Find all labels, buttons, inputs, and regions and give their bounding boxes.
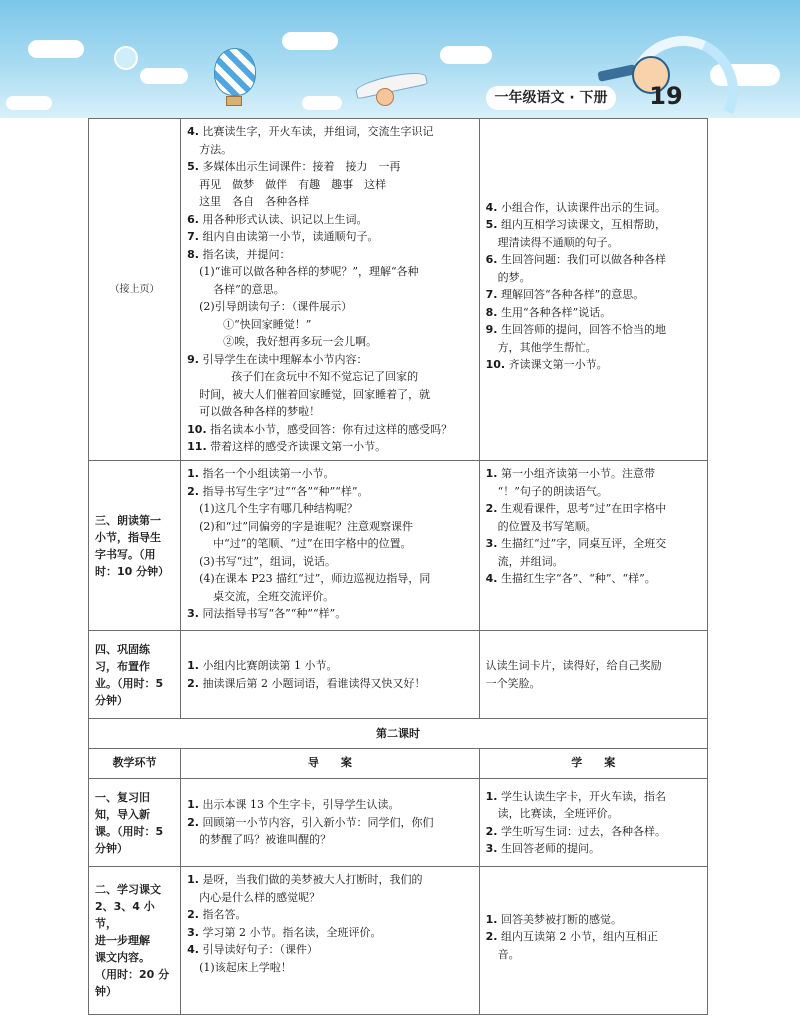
study-lines [480, 119, 707, 453]
study-lines [480, 653, 707, 696]
section-label-line: 业。（用时：5 [95, 676, 164, 690]
section-label [89, 512, 180, 580]
section-label-line: 二、学习课文 [95, 883, 161, 896]
item-number: 2. [485, 502, 498, 515]
item-text: 用各种形式认读、识记以上生词。 [202, 212, 368, 226]
item-number: 8. [187, 247, 199, 261]
item-number: 7. [485, 288, 498, 301]
table-row [89, 461, 708, 631]
cloud-decoration [140, 68, 188, 84]
study-cell [479, 867, 707, 1015]
list-item [486, 840, 701, 858]
section-label-line: 四、巩固练 [95, 642, 150, 656]
item-text: 带着这样的感受齐读课文第一小节。 [210, 440, 387, 453]
list-item [486, 339, 701, 357]
item-text: 指名读，并提问： [202, 247, 291, 261]
list-item [486, 251, 701, 269]
sun-icon [114, 46, 138, 70]
book-title: 一年级语文 · 下册 [486, 86, 616, 110]
lesson-plan-table [88, 118, 708, 1015]
item-number: 4. [485, 200, 498, 214]
item-number: 2. [485, 824, 498, 838]
item-text: “！”句子的朗读语气。 [497, 484, 608, 498]
list-item [486, 321, 701, 339]
list-item [187, 246, 472, 264]
item-text: 的梦醒了吗？被谁叫醒的？ [199, 833, 332, 847]
section-label-cell [89, 779, 181, 867]
list-item [486, 553, 701, 571]
study-lines [480, 867, 707, 1007]
item-text: (2)引导朗读句子：（课件展示） [199, 300, 353, 313]
item-text: 同法指导书写“各”“种”“样”。 [202, 607, 347, 620]
item-text: 生回答师的提问，回答不恰当的地 [500, 323, 666, 336]
item-text: 指名答。 [202, 908, 247, 921]
item-text: 指名读本小节，感受回答：你有过这样的感受吗？ [210, 422, 453, 436]
item-text: 各样”的意思。 [213, 282, 285, 296]
list-item [187, 386, 472, 404]
item-text: 认读生词卡片，读得好，给自己奖励 [485, 659, 662, 672]
item-number: 4. [187, 943, 199, 956]
list-item [187, 553, 472, 571]
list-item [187, 871, 472, 889]
list-item [187, 403, 472, 421]
section-label-line: 课。（用时：5 [95, 824, 164, 838]
list-item [486, 570, 701, 588]
list-item [486, 928, 701, 946]
item-number: 2. [187, 908, 199, 921]
list-item [486, 788, 701, 806]
column-header-study: 学 案 [479, 749, 707, 779]
list-item [187, 535, 472, 553]
item-number: 1. [187, 467, 199, 480]
item-number: 2. [485, 930, 498, 944]
section-label-line: 课文内容。 [95, 951, 150, 964]
guide-lines [181, 119, 478, 460]
guide-cell [181, 867, 479, 1015]
section-label-line: 三、朗读第一 [95, 513, 161, 527]
section-label [89, 881, 180, 1000]
glider-child-icon [376, 88, 394, 106]
item-text: 方，其他学生帮忙。 [497, 340, 597, 354]
list-item [187, 333, 472, 351]
list-item [187, 281, 472, 299]
item-text: 引导读好句子：（课件） [202, 943, 318, 956]
item-number: 1. [485, 467, 498, 480]
section-label-line: 习，布置作 [95, 659, 150, 673]
guide-lines [181, 461, 478, 627]
study-lines [480, 784, 707, 862]
list-item [486, 911, 701, 929]
table-row [89, 631, 708, 719]
table-header-row [89, 749, 708, 779]
item-text: 小组内比赛朗读第 1 小节。 [202, 659, 338, 672]
list-item [187, 176, 472, 194]
study-lines [480, 461, 707, 592]
section-label-line: 一、复习旧 [95, 790, 150, 804]
item-text: 的位置及书写笔顺。 [497, 519, 597, 533]
section-label-line: 时：10 分钟） [95, 564, 170, 578]
item-number: 7. [187, 230, 199, 243]
item-text: 生描红生字“各”、“种”、“样”。 [500, 572, 656, 585]
list-item [187, 831, 472, 849]
item-text: 理解回答“各种各样”的意思。 [500, 288, 645, 301]
list-item [486, 356, 701, 374]
item-text: 生描红“过”字，同桌互评，全班交 [500, 537, 667, 550]
item-text: 时间，被大人们催着回家睡觉，回家睡着了，就 [199, 387, 431, 401]
section-label-cell [89, 867, 181, 1015]
item-text: 方法。 [199, 142, 233, 156]
study-cell [479, 779, 707, 867]
item-number: 1. [187, 659, 199, 672]
guide-cell [181, 779, 479, 867]
list-item [187, 193, 472, 211]
item-text: 组内自由读第一小节，读通顺句子。 [202, 230, 379, 243]
item-text: 指导书写生字“过”“各”“种”“样”。 [202, 484, 369, 498]
column-header-guide: 导 案 [181, 749, 479, 779]
item-text: 生观看课件，思考“过”在田字格中 [500, 502, 667, 515]
section-label [89, 281, 180, 298]
item-text: 学生认读生字卡，开火车读，指名 [500, 789, 666, 803]
section-label [89, 641, 180, 709]
list-item [486, 823, 701, 841]
list-item [187, 211, 472, 229]
page-number: 19 [649, 82, 683, 110]
item-text: 理清读得不通顺的句子。 [497, 235, 619, 249]
list-item [486, 805, 701, 823]
list-item [187, 123, 472, 141]
item-text: (1)这几个生字有哪几种结构呢？ [199, 502, 358, 515]
list-item [187, 141, 472, 159]
item-text: 桌交流，全班交流评价。 [213, 589, 335, 603]
item-text: ①“快回家睡觉！” [223, 317, 312, 331]
guide-lines [181, 653, 478, 696]
study-cell [479, 461, 707, 631]
item-number: 6. [187, 212, 199, 226]
section-label [89, 789, 180, 857]
item-text: 多媒体出示生词课件：接着 接力 一再 [202, 160, 401, 173]
item-number: 10. [187, 422, 207, 436]
list-item [486, 500, 701, 518]
section-label-cell [89, 119, 181, 461]
table-row [89, 779, 708, 867]
section-label-cell [89, 461, 181, 631]
item-text: (1)“谁可以做各种各样的梦呢？”，理解“各种 [199, 265, 419, 278]
list-item [187, 570, 472, 588]
list-item [187, 675, 472, 693]
list-item [187, 814, 472, 832]
list-item [486, 946, 701, 964]
item-text: 流，并组词。 [497, 554, 564, 568]
item-number: 5. [485, 218, 498, 231]
list-item [187, 438, 472, 456]
item-text: (2)和“过”同偏旁的字是谁呢？注意观察课件 [199, 519, 413, 533]
item-text: 生回答老师的提问。 [500, 842, 600, 855]
list-item [187, 796, 472, 814]
item-number: 3. [187, 607, 199, 620]
guide-cell [181, 119, 479, 461]
cloud-decoration [302, 96, 342, 110]
list-item [187, 959, 472, 977]
list-item [486, 304, 701, 322]
cloud-decoration [282, 32, 338, 50]
item-number: 10. [485, 358, 506, 371]
item-number: 4. [187, 125, 199, 138]
cloud-decoration [440, 46, 492, 64]
list-item [486, 269, 701, 287]
list-item [187, 605, 472, 623]
item-text: 比赛读生字，开火车读，并组词，交流生字识记 [202, 125, 434, 138]
study-cell [479, 119, 707, 461]
item-number: 3. [485, 537, 498, 550]
list-item [486, 535, 701, 553]
item-text: (3)书写“过”，组词，说话。 [199, 554, 336, 568]
item-number: 2. [187, 676, 199, 690]
item-text: 出示本课 13 个生字卡，引导学生认读。 [202, 798, 400, 812]
item-text: 组内互相学习读课文，互相帮助， [500, 218, 666, 231]
section-label-line: 小节，指导生 [95, 530, 161, 544]
list-item [187, 316, 472, 334]
table-row [89, 119, 708, 461]
item-text: (1)该起床上学啦！ [199, 960, 292, 974]
item-text: 小组合作，认读课件出示的生词。 [500, 200, 666, 214]
list-item [187, 941, 472, 959]
item-text: 回答美梦被打断的感觉。 [500, 912, 622, 926]
item-text: 是呀，当我们做的美梦被大人打断时，我们的 [202, 873, 423, 886]
study-cell [479, 631, 707, 719]
item-text: 生回答问题：我们可以做各种各样 [500, 253, 666, 266]
list-item [486, 234, 701, 252]
cloud-decoration [28, 40, 84, 58]
column-header-stage: 教学环节 [89, 749, 181, 779]
item-text: 再见 做梦 做伴 有趣 趣事 这样 [199, 177, 387, 191]
table-row [89, 719, 708, 749]
list-item [187, 518, 472, 536]
list-item [187, 906, 472, 924]
item-text: 的梦。 [497, 270, 531, 284]
list-item [486, 483, 701, 501]
item-text: 学生听写生词：过去，各种各样。 [500, 824, 666, 838]
item-text: 读，比赛读，全班评价。 [497, 807, 619, 820]
list-item [486, 675, 701, 693]
list-item [486, 286, 701, 304]
item-number: 4. [485, 572, 498, 585]
section-label-line: 2、3、4 小节， [95, 900, 155, 930]
list-item [486, 657, 701, 675]
section-label-line: 钟） [95, 985, 117, 998]
guide-cell [181, 461, 479, 631]
list-item [486, 518, 701, 536]
item-number: 1. [485, 789, 498, 803]
guide-lines [181, 867, 478, 980]
list-item [187, 657, 472, 675]
item-number: 1. [187, 873, 199, 886]
item-text: 齐读课文第一小节。 [508, 358, 608, 371]
item-number: 3. [187, 925, 199, 939]
cloud-decoration [6, 96, 52, 110]
item-number: 6. [485, 253, 498, 266]
list-item [187, 588, 472, 606]
item-text: 指名一个小组读第一小节。 [202, 467, 335, 480]
item-text: 音。 [497, 947, 520, 961]
item-number: 5. [187, 160, 199, 173]
section-label-line: 分钟） [95, 693, 128, 707]
list-item [486, 216, 701, 234]
list-item [187, 924, 472, 942]
list-item [187, 351, 472, 369]
item-text: 回顾第一小节内容，引入新小节：同学们，你们 [202, 815, 434, 829]
section-label-line: （接上页） [109, 284, 160, 295]
table-row [89, 867, 708, 1015]
item-number: 2. [187, 484, 199, 498]
item-number: 1. [187, 798, 199, 812]
item-text: 这里 各自 各种各样 [199, 195, 310, 208]
item-number: 2. [187, 815, 199, 829]
item-number: 11. [187, 440, 207, 453]
section-label-line: 知，导入新 [95, 807, 150, 821]
section-label-cell [89, 631, 181, 719]
item-number: 3. [485, 842, 498, 855]
list-item [187, 158, 472, 176]
list-item [187, 889, 472, 907]
item-number: 8. [485, 305, 498, 319]
item-number: 9. [485, 323, 498, 336]
item-text: 学习第 2 小节。指名读，全班评价。 [202, 925, 382, 939]
section-label-line: 分钟） [95, 841, 128, 855]
item-text: 内心是什么样的感觉呢？ [199, 890, 321, 904]
item-text: 第一小组齐读第一小节。注意带 [500, 467, 655, 480]
list-item [187, 421, 472, 439]
list-item [187, 263, 472, 281]
list-item [486, 199, 701, 217]
list-item [187, 465, 472, 483]
section-label-line: 进一步理解 [95, 934, 150, 947]
second-lesson-title: 第二课时 [89, 719, 708, 749]
item-text: 中“过”的笔顺、“过”在田字格中的位置。 [213, 537, 412, 550]
balloon-basket-icon [226, 96, 242, 106]
item-text: 引导学生在读中理解本小节内容： [202, 352, 368, 366]
item-text: 一个笑脸。 [485, 676, 541, 690]
item-number: 9. [187, 352, 199, 366]
section-label-line: 字书写。（用 [95, 547, 156, 561]
list-item [187, 368, 472, 386]
item-text: ②唉，我好想再多玩一会儿啊。 [223, 335, 378, 348]
item-text: 可以做各种各样的梦啦！ [199, 405, 321, 418]
page-header-banner [0, 0, 800, 118]
item-text: 抽读课后第 2 小题词语，看谁读得又快又好！ [202, 676, 426, 690]
item-number: 1. [485, 912, 498, 926]
guide-cell [181, 631, 479, 719]
list-item [187, 500, 472, 518]
item-text: 组内互读第 2 小节，组内互相正 [500, 930, 658, 944]
item-text: 孩子们在贪玩中不知不觉忘记了回家的 [231, 370, 419, 383]
item-text: (4)在课本 P23 描红“过”，师边巡视边指导，同 [199, 572, 431, 585]
list-item [486, 465, 701, 483]
list-item [187, 228, 472, 246]
list-item [187, 483, 472, 501]
guide-lines [181, 792, 478, 853]
hot-air-balloon-icon [214, 48, 256, 96]
section-label-line: （用时：20 分 [95, 968, 170, 981]
list-item [187, 298, 472, 316]
item-text: 生用“各种各样”说话。 [500, 305, 612, 319]
